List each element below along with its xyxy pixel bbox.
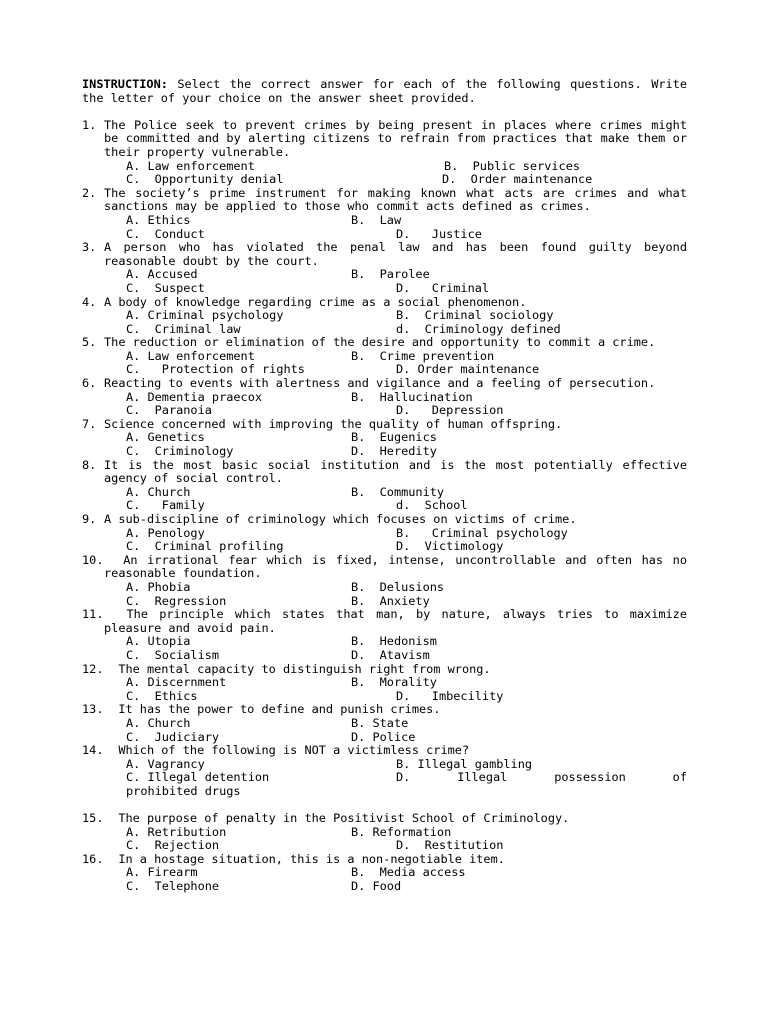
question-item <box>82 377 687 418</box>
question-text: Which of the following is NOT a victimless crime? <box>104 743 470 758</box>
question-item <box>82 296 687 337</box>
answer-option: D. Food <box>351 879 402 894</box>
answer-options <box>82 758 687 799</box>
question-stem <box>82 812 687 826</box>
question-item <box>82 744 687 798</box>
answer-option: A. Utopia <box>126 634 191 649</box>
question-stem <box>82 377 687 391</box>
question-text: The principle which states that man, by nature, always tries to maximize pleasure and avoid pain. <box>104 607 695 635</box>
answer-option: A. Vagrancy <box>126 756 205 771</box>
question-text: Science concerned with improving the quality of human offspring. <box>104 416 563 431</box>
option-row <box>126 431 687 445</box>
answer-option: B. Criminal sociology <box>396 308 554 323</box>
answer-option: C. Ethics <box>126 688 198 703</box>
option-row <box>126 445 687 459</box>
spacer <box>82 798 687 812</box>
question-item <box>82 552 695 608</box>
answer-option: A. Genetics <box>126 430 205 445</box>
answer-option: C. Criminology <box>126 444 234 459</box>
answer-options <box>82 826 687 853</box>
answer-options <box>82 160 687 187</box>
answer-option: C. Protection of rights <box>126 362 305 377</box>
option-row <box>126 581 687 595</box>
option-row <box>126 758 687 772</box>
answer-option: A. Criminal psychology <box>126 308 284 323</box>
question-stem <box>82 513 687 527</box>
answer-option-continuation: prohibited drugs <box>126 783 241 798</box>
question-text: A sub-discipline of criminology which focuses on victims of crime. <box>104 512 577 526</box>
question-item <box>82 418 687 459</box>
option-word: D. <box>396 770 411 785</box>
answer-options <box>82 214 687 241</box>
answer-option: C. Conduct <box>126 226 205 241</box>
answer-option: B. Criminal psychology <box>396 525 568 540</box>
answer-option: C. Socialism <box>126 647 220 662</box>
answer-options <box>82 486 687 513</box>
question-stem <box>82 296 687 310</box>
option-row <box>126 391 687 405</box>
answer-options <box>82 717 687 744</box>
option-row <box>126 160 687 174</box>
answer-option: A. Law enforcement <box>126 348 255 363</box>
option-word: Illegal <box>457 770 508 785</box>
question-number: 2. <box>82 185 97 200</box>
answer-option: D. Order maintenance <box>442 172 593 187</box>
answer-option: A. Church <box>126 484 191 499</box>
option-row <box>126 649 687 663</box>
question-list <box>82 117 695 894</box>
answer-option: D. Victimology <box>396 539 504 554</box>
answer-option: B. Anxiety <box>351 593 430 608</box>
question-stem <box>82 418 687 432</box>
answer-option: D. Restitution <box>396 838 504 853</box>
answer-option: B. Morality <box>351 675 437 690</box>
question-number: 7. <box>82 416 97 431</box>
answer-option: A. Law enforcement <box>126 158 255 173</box>
question-text: The purpose of penalty in the Positivist School of Criminology. <box>104 811 570 826</box>
option-row <box>126 350 687 364</box>
option-row <box>126 173 687 187</box>
option-row <box>126 323 687 337</box>
answer-option: B. State <box>351 715 409 730</box>
question-item <box>82 663 687 704</box>
answer-option: C. Regression <box>126 593 227 608</box>
answer-options <box>82 635 687 662</box>
question-number: 6. <box>82 376 97 391</box>
instruction-label: INSTRUCTION: <box>82 77 168 91</box>
option-row <box>126 527 687 541</box>
question-number: 4. <box>82 294 97 309</box>
question-text: In a hostage situation, this is a non-negotiable item. <box>104 851 505 866</box>
answer-option: D. Imbecility <box>396 688 504 703</box>
question-item <box>82 513 687 554</box>
answer-option: D. Criminal <box>396 280 490 295</box>
question-text: It has the power to define and punish crimes. <box>104 702 441 717</box>
answer-option: D. Justice <box>396 226 482 241</box>
question-text: The society’s prime instrument for making known what acts are crimes and what sanctions may be applied to those who commit acts defined as crimes. <box>104 185 695 214</box>
option-row <box>126 309 687 323</box>
question-text: A person who has violated the penal law and has been found guilty beyond reasonable doubt by the court. <box>104 240 695 268</box>
answer-options <box>82 268 687 295</box>
answer-options <box>82 527 687 554</box>
question-text: It is the most basic social institution and is the most potentially effective agency of social control. <box>104 457 695 486</box>
answer-options <box>82 309 687 336</box>
answer-option: A. Retribution <box>126 824 227 839</box>
option-row <box>126 880 687 894</box>
answer-option: A. Church <box>126 715 191 730</box>
question-number: 3. <box>82 240 97 255</box>
question-item <box>82 853 687 894</box>
question-item <box>82 457 695 513</box>
answer-option: B. Eugenics <box>351 430 437 445</box>
answer-option: C. Illegal detention <box>126 770 270 785</box>
answer-option: B. Media access <box>351 865 466 880</box>
question-text: Reacting to events with alertness and vigilance and a feeling of persecution. <box>104 376 656 391</box>
answer-option: A. Accused <box>126 267 198 282</box>
question-item <box>82 607 695 662</box>
question-item <box>82 336 687 377</box>
question-stem <box>82 744 687 758</box>
question-item <box>82 703 687 744</box>
question-stem <box>82 117 695 160</box>
answer-option: d. Criminology defined <box>396 321 561 336</box>
option-row <box>126 635 687 649</box>
question-stem <box>82 336 687 350</box>
answer-option: B. Law <box>351 212 402 227</box>
option-row <box>126 228 687 242</box>
question-stem <box>82 607 695 635</box>
question-stem <box>82 185 695 214</box>
answer-options <box>82 676 687 703</box>
question-number: 10. <box>82 552 104 567</box>
answer-option: C. Suspect <box>126 280 205 295</box>
question-stem <box>82 240 695 268</box>
answer-option: B. Illegal gambling <box>396 756 533 771</box>
answer-option: B. Community <box>351 484 445 499</box>
answer-option <box>396 771 687 785</box>
option-word: of <box>672 770 687 785</box>
answer-option: D. Police <box>351 729 416 744</box>
answer-option: D. Atavism <box>351 647 430 662</box>
answer-option: A. Penology <box>126 525 205 540</box>
question-number: 11. <box>82 607 104 622</box>
question-number: 12. <box>82 661 104 676</box>
answer-option: C. Criminal law <box>126 321 241 336</box>
option-row <box>126 731 687 745</box>
option-row <box>126 268 687 282</box>
answer-option: A. Discernment <box>126 675 227 690</box>
question-stem <box>82 457 695 486</box>
answer-option: D. Heredity <box>351 444 437 459</box>
option-row <box>126 717 687 731</box>
answer-option: D. Depression <box>396 403 504 418</box>
option-row <box>126 866 687 880</box>
question-stem <box>82 552 695 581</box>
answer-options <box>82 581 687 608</box>
answer-option: C. Paranoia <box>126 403 212 418</box>
answer-options <box>82 350 687 377</box>
answer-options <box>82 431 687 458</box>
question-number: 14. <box>82 743 104 758</box>
option-row <box>126 486 687 500</box>
answer-options <box>82 866 687 893</box>
answer-option: C. Judiciary <box>126 729 220 744</box>
option-row <box>126 499 687 513</box>
question-number: 13. <box>82 702 104 717</box>
answer-option: A. Firearm <box>126 865 198 880</box>
answer-option: C. Criminal profiling <box>126 539 284 554</box>
option-row <box>126 540 687 554</box>
question-item <box>82 117 695 187</box>
answer-option: A. Ethics <box>126 212 191 227</box>
question-item <box>82 812 687 853</box>
question-number: 1. <box>82 117 97 132</box>
question-text: The Police seek to prevent crimes by being present in places where crimes might be committed and by alerting citizens to refrain from practices that make them or their property vulnerable. <box>104 117 695 159</box>
instruction-paragraph <box>82 78 687 105</box>
question-text: An irrational fear which is fixed, intense, uncontrollable and often has no reasonable foundation. <box>104 552 695 581</box>
option-row <box>126 690 687 704</box>
question-text: The reduction or elimination of the desire and opportunity to commit a crime. <box>104 335 656 350</box>
question-item <box>82 240 695 295</box>
answer-option: B. Crime prevention <box>351 348 495 363</box>
answer-option: C. Telephone <box>126 879 220 894</box>
question-number: 16. <box>82 851 104 866</box>
answer-option: C. Family <box>126 498 205 513</box>
option-row <box>126 282 687 296</box>
answer-options <box>82 391 687 418</box>
question-stem <box>82 703 687 717</box>
option-row <box>126 839 687 853</box>
option-word: possession <box>554 770 626 785</box>
answer-option: B. Hedonism <box>351 634 437 649</box>
question-stem <box>82 663 687 677</box>
answer-option: B. Parolee <box>351 267 430 282</box>
answer-option: C. Opportunity denial <box>126 172 284 187</box>
answer-option: A. Dementia praecox <box>126 389 263 404</box>
question-number: 5. <box>82 335 97 350</box>
answer-option: B. Public services <box>444 158 581 173</box>
question-text: The mental capacity to distinguish right from wrong. <box>104 661 491 676</box>
question-text: A body of knowledge regarding crime as a social phenomenon. <box>104 294 527 309</box>
answer-option: C. Rejection <box>126 838 220 853</box>
option-row <box>126 363 687 377</box>
option-row <box>126 214 687 228</box>
option-row <box>126 404 687 418</box>
answer-option: D. Order maintenance <box>396 362 540 377</box>
answer-option: B. Delusions <box>351 579 445 594</box>
question-number: 8. <box>82 457 97 472</box>
option-row <box>126 676 687 690</box>
instruction-text: Select the correct answer for each of the following questions. Write the letter of your choice on the answer sheet provided. <box>82 77 687 105</box>
option-row <box>126 771 687 785</box>
answer-option: d. School <box>396 498 468 513</box>
answer-option: B. Reformation <box>351 824 452 839</box>
option-row <box>126 826 687 840</box>
answer-option: A. Phobia <box>126 579 191 594</box>
question-item <box>82 185 695 241</box>
question-stem <box>82 853 687 867</box>
answer-option: B. Hallucination <box>351 389 473 404</box>
question-number: 9. <box>82 512 97 526</box>
option-row <box>126 595 687 609</box>
question-number: 15. <box>82 811 104 826</box>
document-page <box>82 77 695 894</box>
